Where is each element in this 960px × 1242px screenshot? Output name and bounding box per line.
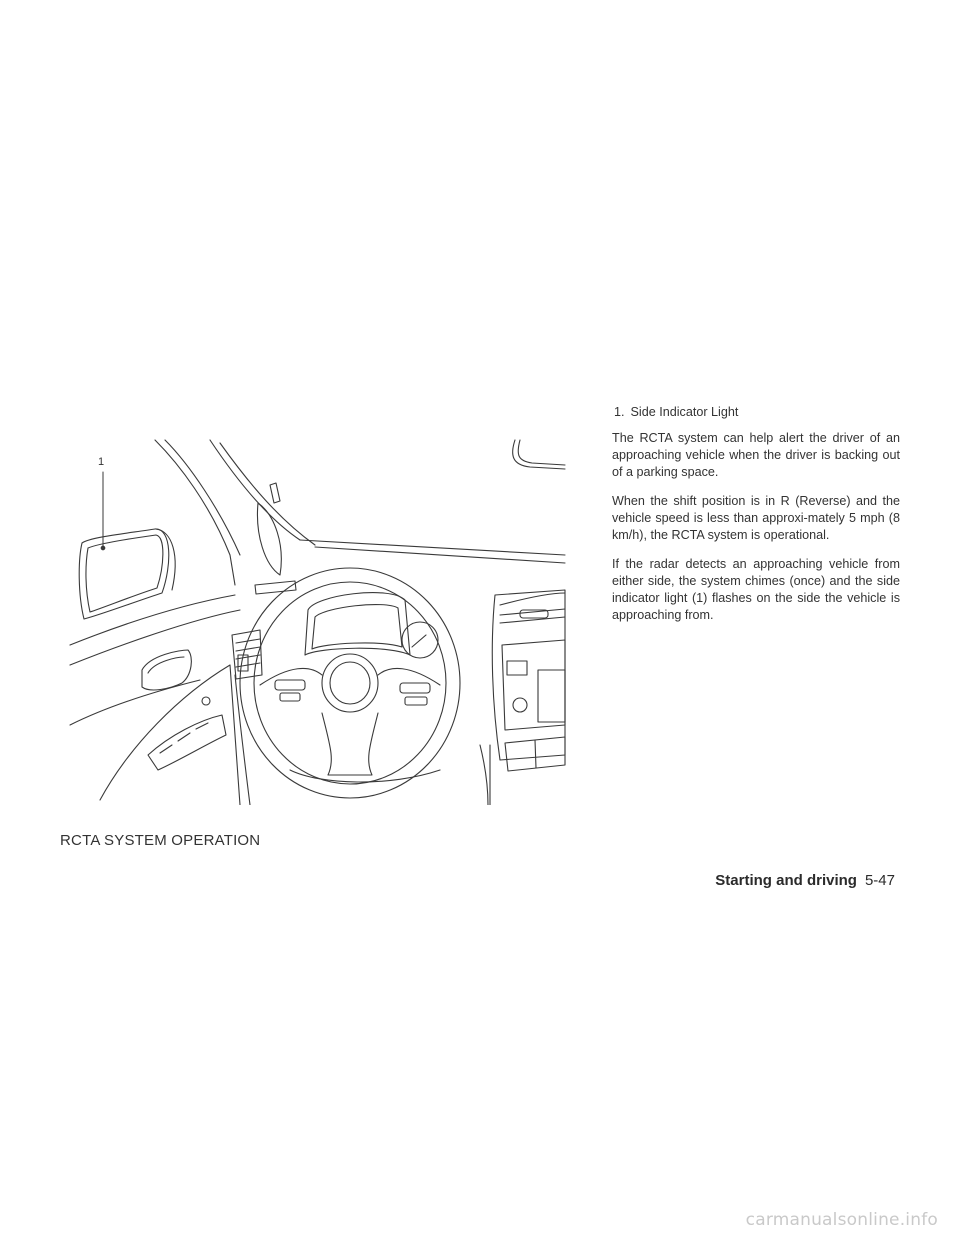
legend-number: 1. xyxy=(614,405,625,419)
watermark: carmanualsonline.info xyxy=(745,1210,938,1230)
page-number: 5-47 xyxy=(864,872,895,889)
figure-caption: RCTA SYSTEM OPERATION xyxy=(60,832,261,849)
paragraph-3: If the radar detects an approaching vehicle from either side, the system chimes (once) and the side indicator light (1) flashes on the side the vehicle is approaching from. xyxy=(612,557,900,622)
footer-section-title: Starting and driving xyxy=(715,872,857,889)
legend-label: Side Indicator Light xyxy=(630,405,739,419)
paragraph-1: The RCTA system can help alert the driver of an approaching vehicle when the driver is backing out of a parking space. xyxy=(612,431,900,479)
legend-item xyxy=(612,404,900,421)
text-column xyxy=(612,404,900,636)
paragraph-2: When the shift position is in R (Reverse) and the vehicle speed is less than approxi-mately 5 mph (8 km/h), the RCTA system is operational. xyxy=(612,494,900,542)
vehicle-interior-illustration xyxy=(60,425,572,805)
page-footer xyxy=(715,872,895,889)
figure-callout-1: 1 xyxy=(98,456,105,468)
